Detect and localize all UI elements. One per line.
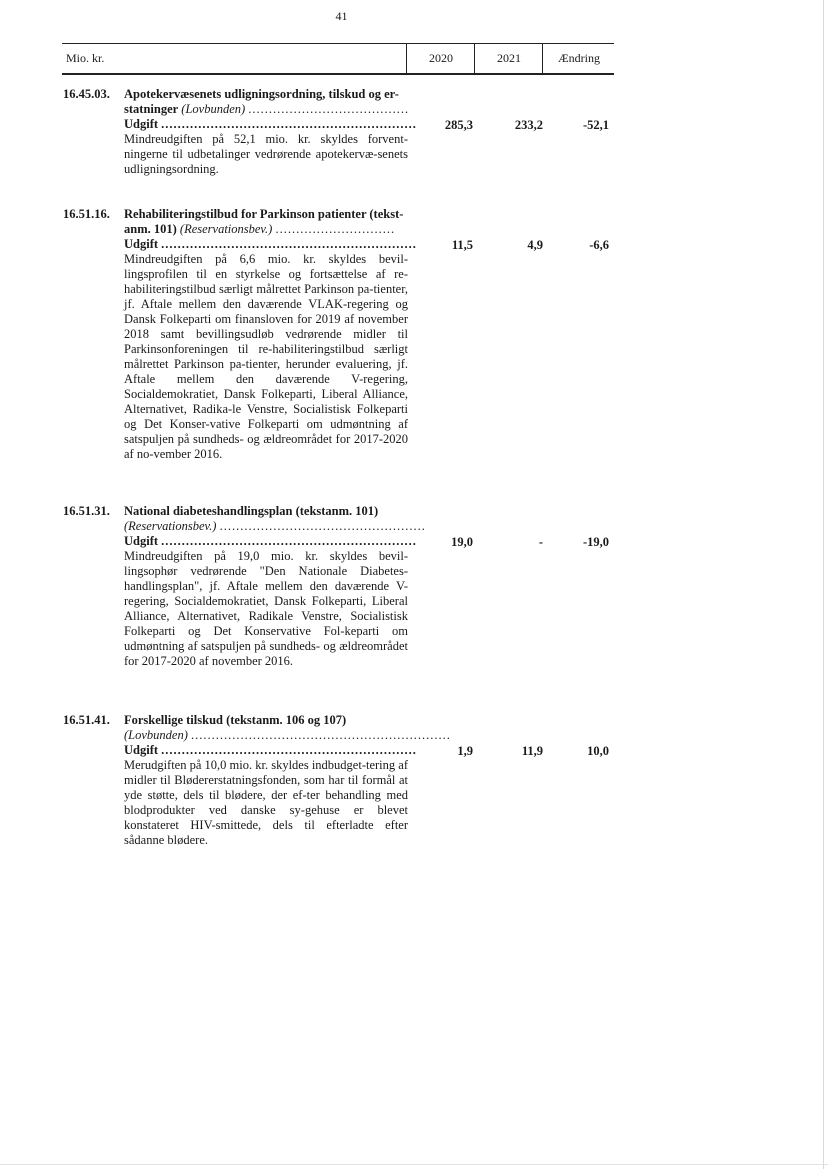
expense-label-line: Udgift .............................................................. bbox=[124, 237, 417, 251]
expense-label-line: Udgift .............................................................. bbox=[124, 743, 417, 757]
entry-title-line: Apotekervæsenets udligningsordning, tilskud og er- bbox=[124, 87, 399, 101]
appropriation-type: (Reservationsbev.) bbox=[179, 222, 273, 236]
expense-label-line: Udgift .............................................................. bbox=[124, 117, 417, 131]
value-2021: - bbox=[538, 535, 543, 549]
scan-edge-bottom bbox=[0, 1164, 828, 1165]
value-2020: 285,3 bbox=[444, 118, 473, 132]
entry-title-line: statninger bbox=[124, 102, 179, 116]
unit-label: Mio. kr. bbox=[66, 51, 105, 65]
entry-body bbox=[124, 713, 451, 848]
account-number: 16.51.16. bbox=[63, 207, 110, 221]
expense-label: Udgift bbox=[124, 117, 159, 131]
value-2021: 233,2 bbox=[514, 118, 543, 132]
appropriation-type: (Reservationsbev.) bbox=[124, 519, 217, 533]
entry-title-line: Forskellige tilskud (tekstanm. 106 og 107) bbox=[124, 713, 347, 727]
entry-description: Mindreudgiften på 19,0 mio. kr. skyldes bevil-lingsophør vedrørende "Den Nationale Diabetes-handlingsplan", jf. Aftale mellem den daværende V-regering, Socialdemokratiet, Dansk Folkeparti, Liberal Alliance, Alternativet, Radikale Venstre, Socialistisk Folkeparti og Det Konservative Fol-keparti om udmøntning af satspuljen på sundheds- og ældreområdet for 2017-2020 af november 2016. bbox=[124, 549, 408, 668]
entry-title-continuation: statninger (Lovbunden) ....................................... bbox=[124, 102, 410, 116]
expense-label-line: Udgift .............................................................. bbox=[124, 534, 417, 548]
value-2020: 1,9 bbox=[457, 744, 473, 758]
expense-label: Udgift bbox=[124, 237, 159, 251]
entry-body bbox=[124, 504, 426, 669]
entry-title-line: anm. 101) bbox=[124, 222, 177, 236]
expense-label: Udgift bbox=[124, 743, 159, 757]
account-number: 16.51.31. bbox=[63, 504, 110, 518]
page-number: 41 bbox=[335, 9, 348, 23]
value-2020: 11,5 bbox=[451, 238, 473, 252]
entry-title-continuation: (Reservationsbev.) .................................................. bbox=[124, 519, 426, 533]
entry-body bbox=[124, 207, 417, 462]
appropriation-type: (Lovbunden) bbox=[181, 102, 246, 116]
column-2020-header: 2020 bbox=[406, 44, 475, 73]
value-change: 10,0 bbox=[587, 744, 609, 758]
entry-title-line: Rehabiliteringstilbud for Parkinson patienter (tekst- bbox=[124, 207, 404, 221]
column-change-header: Ændring bbox=[542, 44, 615, 73]
entry-body bbox=[124, 87, 417, 177]
entry-description: Mindreudgiften på 6,6 mio. kr. skyldes bevil-lingsprofilen til en styrkelse og fortsættelse af re-habiliteringstilbud særligt målrettet Parkinson pa-tienter, jf. Aftale mellem den daværende VLAK-regering og Dansk Folkeparti om finansloven for 2019 af november 2018 samt bevillingsudløb vedrørende midler til Parkinsonforeningen til re-habiliteringstilbud særligt målrettet Parkinson pa-tienter, herunder evaluering, jf. Aftale mellem den daværende V-regering, Socialdemokratiet, Dansk Folkeparti, Liberal Alliance, Alternativet, Radika-le Venstre, Socialistisk Folkeparti og Det Konser-vative Folkeparti om udmøntning af satspuljen på sundheds- og ældreområdet for 2017-2020 af no-vember 2016. bbox=[124, 252, 408, 461]
column-header-row bbox=[62, 43, 614, 75]
scan-edge-right bbox=[823, 0, 824, 1169]
value-change: -6,6 bbox=[589, 238, 609, 252]
value-change: -52,1 bbox=[582, 118, 609, 132]
value-2020: 19,0 bbox=[451, 535, 473, 549]
entry-title-continuation: (Lovbunden) ............................................................... bbox=[124, 728, 451, 742]
expense-label: Udgift bbox=[124, 534, 159, 548]
column-2021-header: 2021 bbox=[474, 44, 543, 73]
entry-description: Mindreudgiften på 52,1 mio. kr. skyldes forvent-ningerne til udbetalinger vedrørende apotekervæ-senets udligningsordning. bbox=[124, 132, 408, 176]
account-number: 16.51.41. bbox=[63, 713, 110, 727]
entry-title-line: National diabeteshandlingsplan (tekstanm. 101) bbox=[124, 504, 379, 518]
appropriation-type: (Lovbunden) bbox=[124, 728, 188, 742]
value-change: -19,0 bbox=[582, 535, 609, 549]
account-number: 16.45.03. bbox=[63, 87, 110, 101]
value-2021: 11,9 bbox=[521, 744, 543, 758]
entry-title-continuation: anm. 101) (Reservationsbev.) ............................. bbox=[124, 222, 396, 236]
entry-description: Merudgiften på 10,0 mio. kr. skyldes indbudget-tering af midler til Blødererstatningsfonden, som har til formål at yde støtte, dels til blødere, der ef-ter behandling med blodprodukter ved danske sy-gehuse er blevet konstateret HIV-smittede, dels til efterladte efter sådanne blødere. bbox=[124, 758, 408, 847]
value-2021: 4,9 bbox=[527, 238, 543, 252]
